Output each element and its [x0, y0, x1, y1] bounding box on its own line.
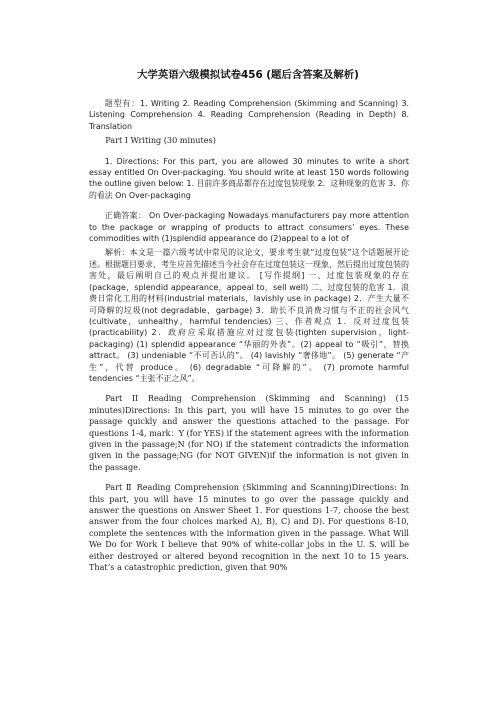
part-two-directions: Part II Reading Comprehension (Skimming and Scanning) (15 minutes)Directions: In this part, you will have 15 minutes to go over the passage quickly and answer the questions attached to the passage. For questions 1-4, mark：Y (for YES) if the statement agrees with the information given in the passage;N (for NO) if the statement contradicts the information given in the passage;NG (for NOT GIVEN)if the information is not given in the passage.: [89, 393, 409, 472]
document-body: [89, 98, 409, 582]
document-title: 大学英语六级模拟试卷456 (题后含答案及解析): [137, 69, 359, 81]
writing-directions: 1. Directions: For this part, you are allowed 30 minutes to write a short essay entitled On Over-packaging. You should write at least 150 words following the outline given below: 1. 目前许多商品都存在过度包装现象 2．这种现象的危害 3．你的看法 On Over-packaging: [89, 156, 409, 200]
reading-passage-intro: Part Ⅱ Reading Comprehension (Skimming and Scanning)Directions: In this part, you will have 15 minutes to go over the passage quickly and answer the questions on Answer Sheet 1. For questions 1-7, choose the best answer from the four choices marked A), B), C) and D). For questions 8-10, complete the sentences with the information given in the passage. What Will We Do for Work I believe that 90% of white-collar jobs in the U. S. will be either destroyed or altered beyond recognition in the next 10 to 15 years. That’s a catastrophic prediction, given that 90%: [89, 482, 409, 573]
question-types: 题型有：1. Writing 2. Reading Comprehension (Skimming and Scanning) 3. Listening Comprehension 4. Reading Comprehension (Reading in Depth) 8. Translation: [89, 99, 409, 131]
analysis-paragraph: 解析：本文是一篇六级考试中常见的议论文，要求考生就“过度包装”这个话题展开论述。根据题目要求，考生应首先描述当今社会存在过度包装这一现象，然后提出过度包装的害处，最后阐明自己的观点并提出建议。 [写作提纲] 一、过度包装现象的存在(package，splendid appearance，appeal to，sell well) 二、过度包装的危害 1．浪费日常化工用的材料(industrial materials，lavishly use in package) 2．产生大量不可降解的垃圾(not degradable，garbage) 3．助长不良消费习惯与不正的社会风气(cultivate，unhealthy，harmful tendencies) 三、作者观点 1．反对过度包装(practicability) 2．政府应采取措施应对过度包装(tighten supervision，light-packaging) (1) splendid appearance “华丽的外表”。(2) appeal to “吸引”，替换 attract。 (3) undeniable “不可否认的”。 (4) lavishly “奢侈地”。 (5) generate “产生”，代替 produce。 (6) degradable “可降解的”。 (7) promote harmful tendencies “主张不正之风”。: [89, 248, 409, 383]
answer-paragraph: 正确答案： On Over-packaging Nowadays manufacturers pay more attention to the package or wrapping of products to attract consumers’ eyes. These commodities with (1)splendid appearance do (2)appeal to a lot of: [89, 211, 409, 244]
part-one-heading: Part I Writing (30 minutes): [105, 135, 216, 146]
